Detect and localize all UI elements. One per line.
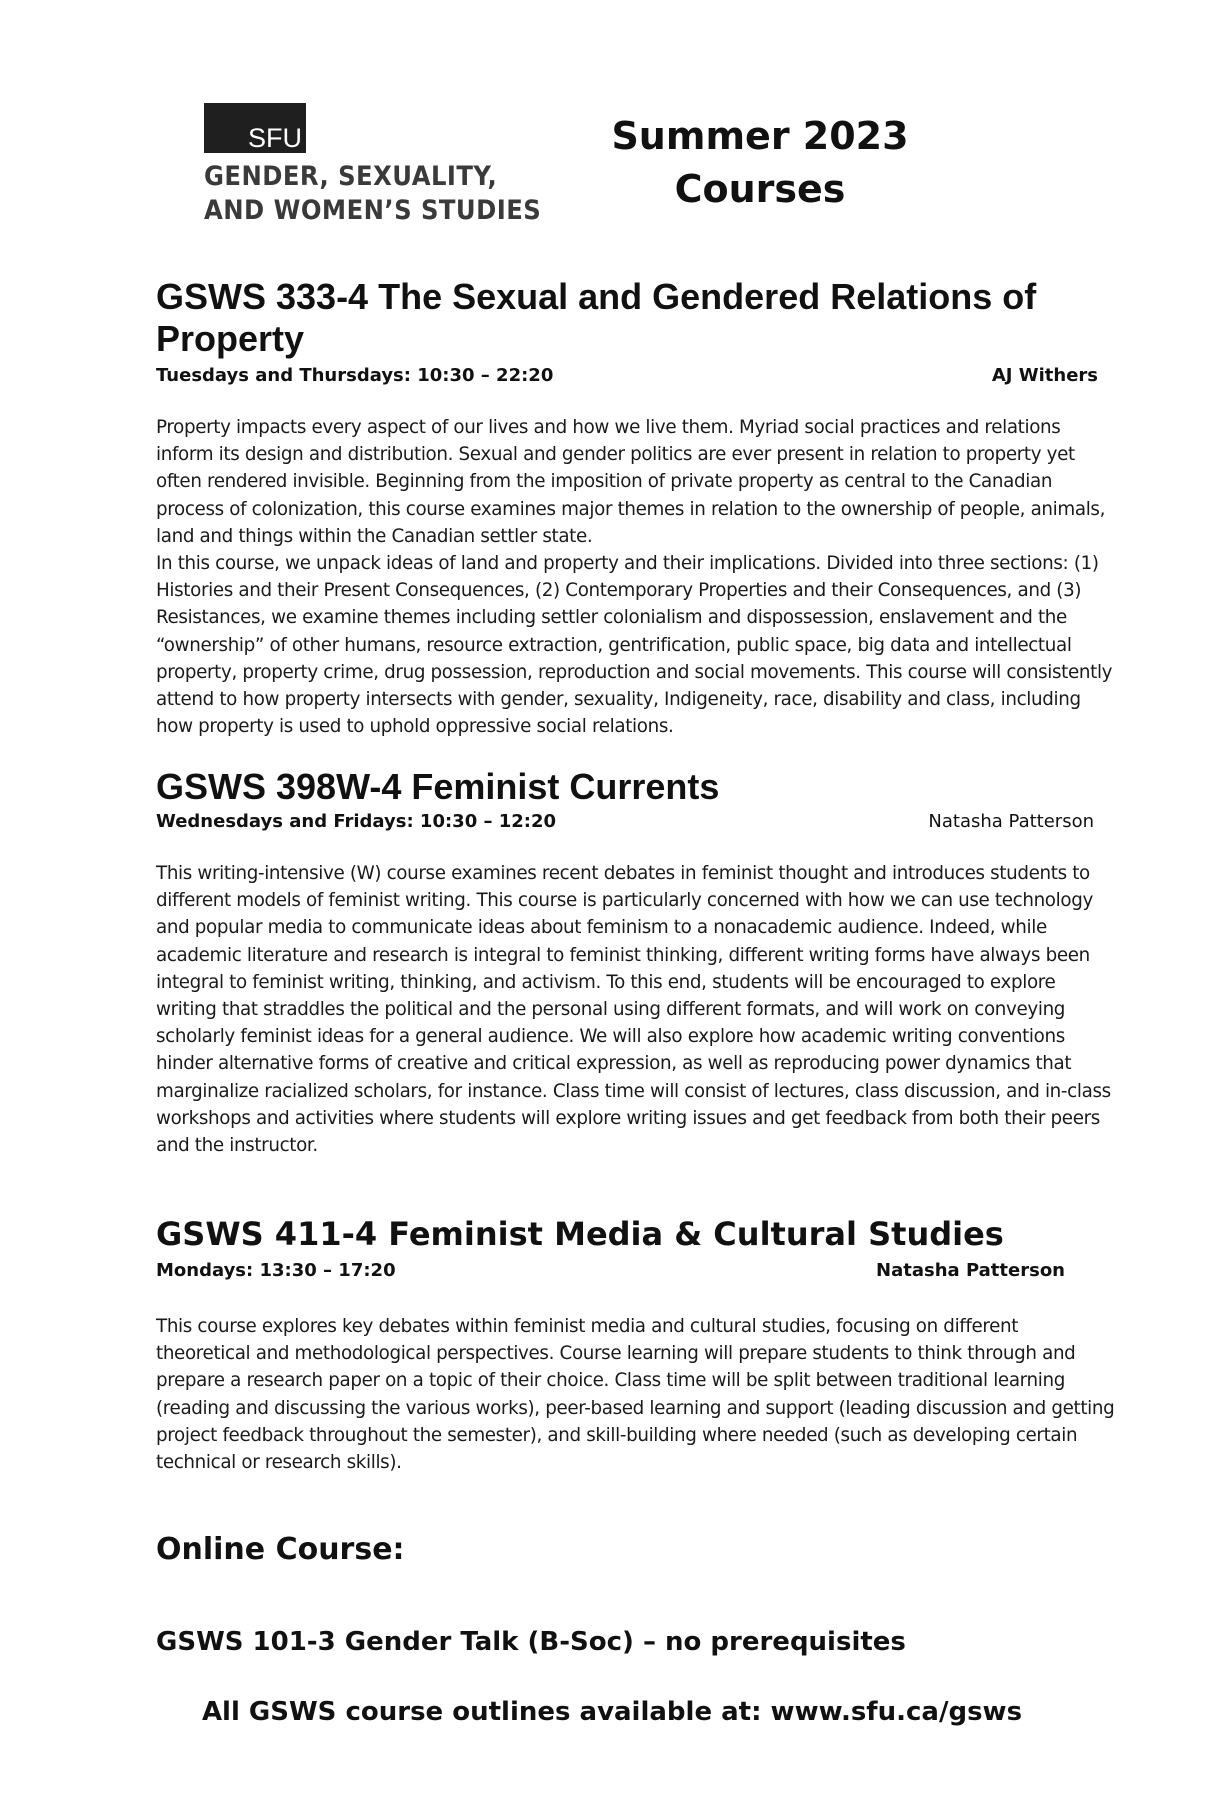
course-instructor-gsws411: Natasha Patterson	[876, 1260, 1065, 1281]
sfu-logo-box	[204, 103, 306, 153]
course-description-gsws333: Property impacts every aspect of our lives and how we live them. Myriad social practices and relations inform its design and distribution. Sexual and gender politics are ever present in relation to property yet often rendered invisible. Beginning from the imposition of private property as central to the Canadian process of colonization, this course examines major themes in relation to the ownership of people, animals, land and things within the Canadian settler state.	[156, 417, 1106, 547]
page-title-line-1: Summer 2023	[611, 114, 909, 158]
sfu-logo-text: SFU	[248, 123, 302, 153]
course-description-gsws333-part2: In this course, we unpack ideas of land and property and their implications. Divided into three sections: (1) Histories and their Present Consequences, (2) Contemporary Properties and their Consequences, and (3) Resistances, we examine themes including settler colonialism and dispossession, enslavement and the “ownership” of other humans, resource extraction, gentrification, public space, big data and intellectual property, property crime, drug possession, reproduction and social movements. This course will consistently attend to how property intersects with gender, sexuality, Indigeneity, race, disability and class, including how property is used to uphold oppressive social relations.	[156, 553, 1113, 738]
page-title-line-2: Courses	[674, 167, 846, 211]
course-instructor-gsws398w: Natasha Patterson	[928, 811, 1094, 832]
course-title-gsws411: GSWS 411-4 Feminist Media & Cultural Studies	[156, 1215, 1004, 1253]
course-title-gsws398w: GSWS 398W-4 Feminist Currents	[156, 766, 720, 807]
logo-line-2: AND WOMEN’S STUDIES	[204, 195, 542, 226]
online-course-heading: Online Course:	[156, 1532, 405, 1567]
course-title-gsws333: GSWS 333-4 The Sexual and Gendered Relations of Property	[156, 276, 1037, 359]
course-schedule-gsws398w: Wednesdays and Fridays: 10:30 – 12:20	[156, 811, 557, 832]
course-schedule-gsws333: Tuesdays and Thursdays: 10:30 – 22:20	[156, 365, 554, 386]
course-instructor-gsws333: AJ Withers	[991, 365, 1098, 386]
online-course-gsws101: GSWS 101-3 Gender Talk (B-Soc) – no prerequisites	[156, 1627, 906, 1657]
course-outlines-footer: All GSWS course outlines available at: www.sfu.ca/gsws	[201, 1697, 1023, 1727]
course-description-gsws398w: This writing-intensive (W) course examines recent debates in feminist thought and introduces students to different models of feminist writing. This course is particularly concerned with how we can use technology and popular media to communicate ideas about feminism to a nonacademic audience. Indeed, while academic literature and research is integral to feminist thinking, different writing forms have always been integral to feminist writing, thinking, and activism. To this end, students will be encouraged to explore writing that straddles the political and the personal using different formats, and will work on conveying scholarly feminist ideas for a general audience. We will also explore how academic writing conventions hinder alternative forms of creative and critical expression, as well as reproducing power dynamics that marginalize racialized scholars, for instance. Class time will consist of lectures, class discussion, and in-class workshops and activities where students will explore writing issues and get feedback from both their peers and the instructor.	[156, 863, 1111, 1157]
page-title	[560, 110, 960, 216]
department-logo	[204, 103, 542, 229]
logo-line-1: GENDER, SEXUALITY,	[204, 161, 498, 192]
course-description-gsws411: This course explores key debates within feminist media and cultural studies, focusing on different theoretical and methodological perspectives. Course learning will prepare students to think through and prepare a research paper on a topic of their choice. Class time will be split between traditional learning (reading and discussing the various works), peer-based learning and support (leading discussion and getting project feedback throughout the semester), and skill-building where needed (such as developing certain technical or research skills).	[156, 1316, 1115, 1474]
course-schedule-gsws411: Mondays: 13:30 – 17:20	[156, 1260, 396, 1281]
